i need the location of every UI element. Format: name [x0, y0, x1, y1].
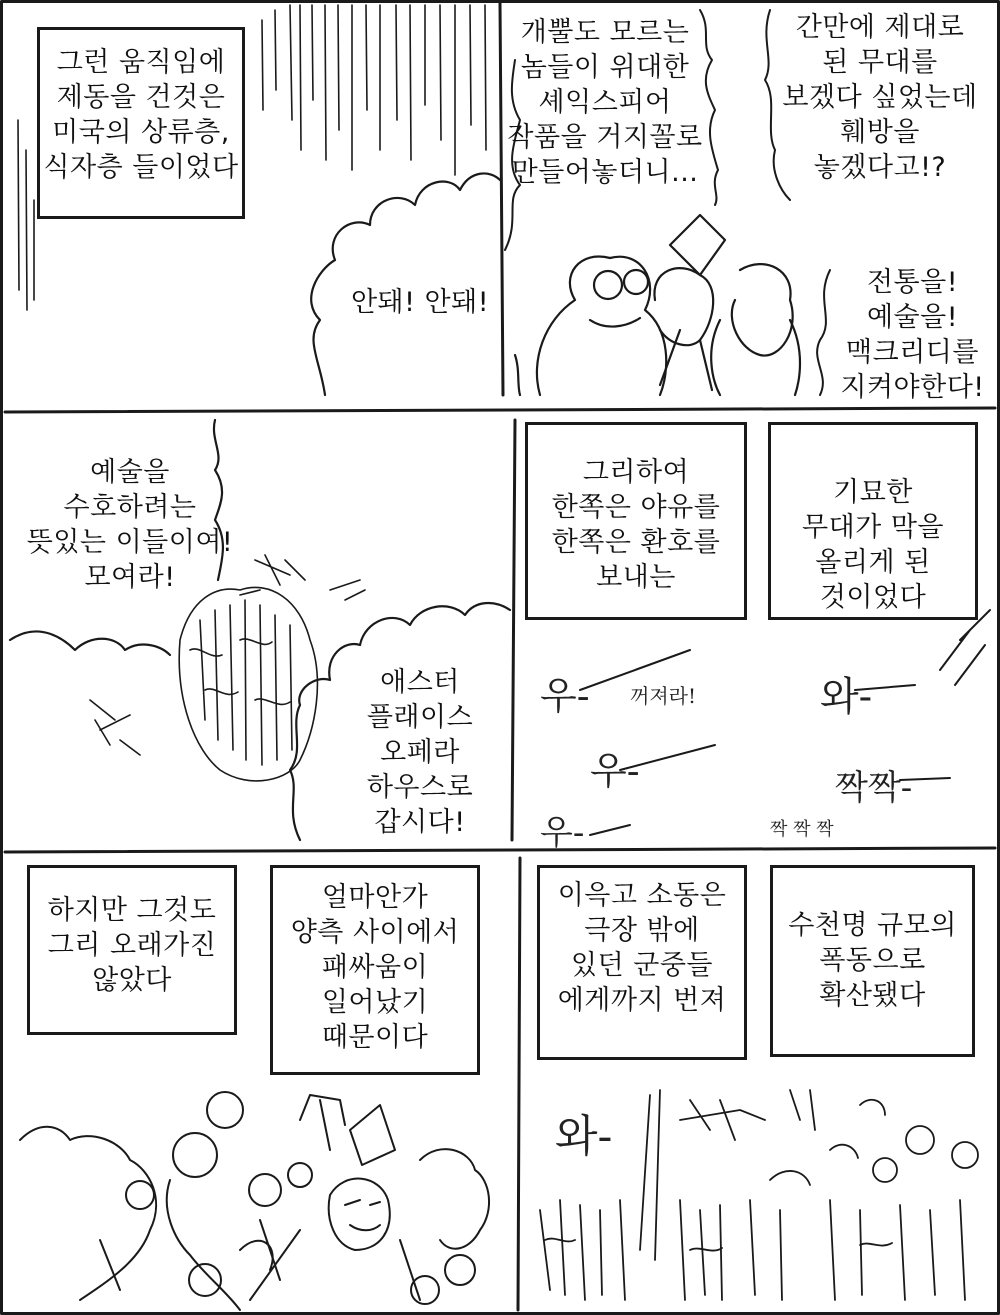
shout-text: 예술을 수호하려는 뜻있는 이들이여! 모여라!	[26, 457, 234, 593]
narration-text: 그런 움직임에 제동을 건것은 미국의 상류층, 식자층 들이었다	[43, 47, 239, 183]
sound-effect: 와-	[555, 1111, 613, 1162]
sound-effect: 짝 짝 짝	[770, 819, 834, 840]
narration-text: 하지만 그것도 그리 오래가진 않았다	[47, 895, 217, 996]
sound-effect-lines	[580, 610, 990, 835]
narration-text: 그리하여 한쪽은 야유를 한쪽은 환호를 보내는	[551, 457, 721, 593]
sound-effect: 짝짝-	[835, 768, 913, 808]
narration-text: 기묘한 무대가 막을 올리게 된 것이었다	[802, 477, 944, 613]
shout-text: 안돼! 안돼!	[350, 287, 490, 318]
spectator-figures	[515, 215, 800, 395]
sound-effect: 우-	[540, 813, 585, 853]
brawling-crowd	[20, 1092, 489, 1310]
shout-cloud	[10, 631, 170, 655]
panel-divider	[512, 420, 515, 840]
speech-bubble-text: 전통을! 예술을! 맥크리디를 지켜야한다!	[840, 267, 985, 403]
bubble-outline	[817, 270, 830, 395]
shout-text: 애스터 플래이스 오페라 하우스로 갑시다!	[366, 667, 474, 838]
speech-bubble-text: 간만에 제대로 된 무대를 보겠다 싶었는데 훼방을 놓겠다고!?	[782, 12, 978, 183]
sound-effect: 우-	[590, 749, 640, 793]
narration-text: 얼마안가 양측 사이에서 패싸움이 일어났기 때문이다	[290, 882, 460, 1053]
sound-effect: 와-	[820, 674, 873, 720]
sound-effect: 우-	[540, 674, 590, 718]
sound-effect: 꺼져라!	[630, 684, 696, 708]
panel-divider	[5, 848, 995, 852]
panel-divider	[5, 408, 995, 412]
narration-text: 이윽고 소동은 극장 밖에 있던 군중들 에게까지 번져	[557, 880, 727, 1016]
narration-text: 수천명 규모의 폭동으로 확산됐다	[788, 910, 957, 1011]
panel-divider	[518, 858, 520, 1310]
panel-divider	[500, 3, 503, 395]
speech-bubble-text: 개뿔도 모르는 놈들이 위대한 셰익스피어 작품을 거지꼴로 만들어놓더니...	[507, 17, 703, 188]
